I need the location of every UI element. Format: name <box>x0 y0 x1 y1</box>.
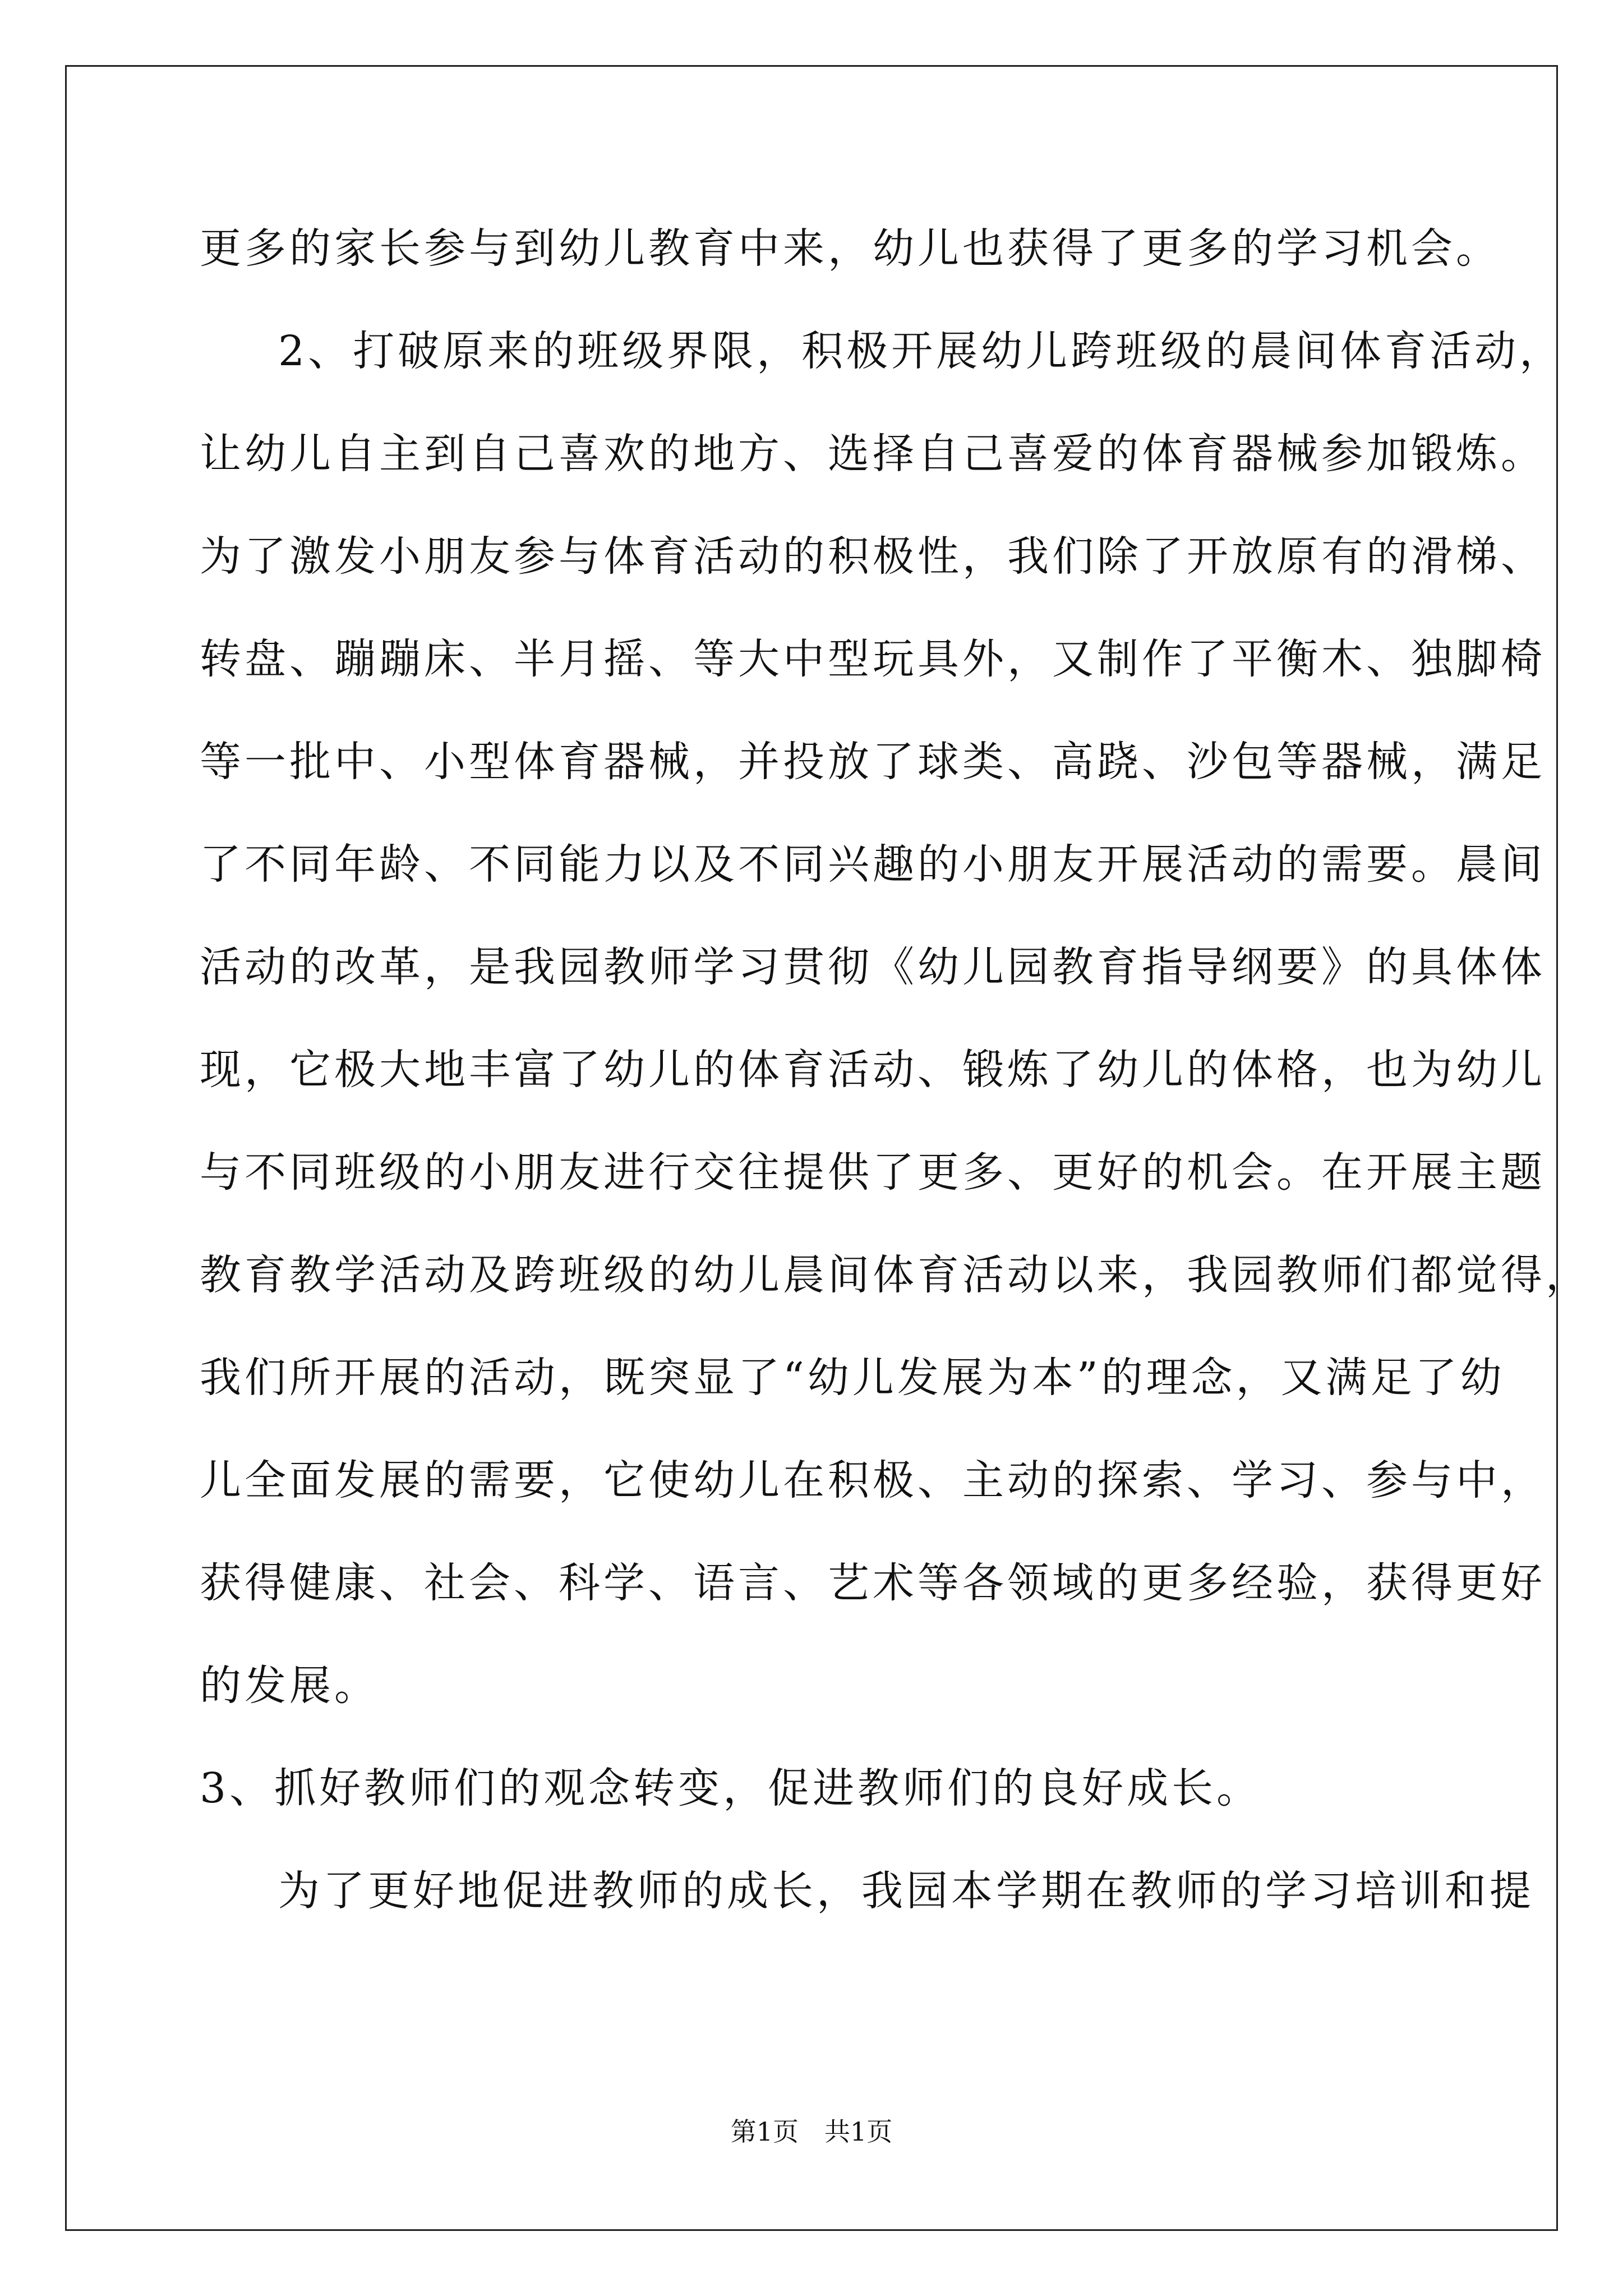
text-line: 为了更好地促进教师的成长，我园本学期在教师的学习培训和提 <box>278 1867 1534 1915</box>
text-line: 等一批中、小型体育器械，并投放了球类、高跷、沙包等器械，满足 <box>200 738 1546 786</box>
text-line: 更多的家长参与到幼儿教育中来，幼儿也获得了更多的学习机会。 <box>200 224 1501 273</box>
text-line: 了不同年龄、不同能力以及不同兴趣的小朋友开展活动的需要。晨间 <box>200 840 1546 889</box>
text-line: 我们所开展的活动，既突显了“幼儿发展为本”的理念，又满足了幼 <box>200 1354 1505 1402</box>
text-line: 的发展。 <box>200 1662 379 1710</box>
text-line: 与不同班级的小朋友进行交往提供了更多、更好的机会。在开展主题 <box>200 1148 1546 1197</box>
text-line: 教育教学活动及跨班级的幼儿晨间体育活动以来，我园教师们都觉得， <box>200 1251 1590 1299</box>
section-heading: 3、抓好教师们的观念转变，促进教师们的良好成长。 <box>200 1764 1262 1812</box>
text-line: 2、打破原来的班级界限，积极开展幼儿跨班级的晨间体育活动， <box>278 327 1565 375</box>
text-line: 儿全面发展的需要，它使幼儿在积极、主动的探索、学习、参与中， <box>200 1456 1546 1504</box>
text-line: 转盘、蹦蹦床、半月摇、等大中型玩具外，又制作了平衡木、独脚椅 <box>200 635 1546 683</box>
text-line: 获得健康、社会、科学、语言、艺术等各领域的更多经验，获得更好 <box>200 1559 1546 1607</box>
page-number: 第1页 共1页 <box>730 2116 893 2147</box>
text-line: 现，它极大地丰富了幼儿的体育活动、锻炼了幼儿的体格，也为幼儿 <box>200 1046 1546 1094</box>
text-line: 让幼儿自主到自己喜欢的地方、选择自己喜爱的体育器械参加锻炼。 <box>200 430 1546 478</box>
text-line: 活动的改革，是我园教师学习贯彻《幼儿园教育指导纲要》的具体体 <box>200 943 1546 991</box>
text-line: 为了激发小朋友参与体育活动的积极性，我们除了开放原有的滑梯、 <box>200 532 1546 581</box>
document-body <box>200 197 1590 1943</box>
